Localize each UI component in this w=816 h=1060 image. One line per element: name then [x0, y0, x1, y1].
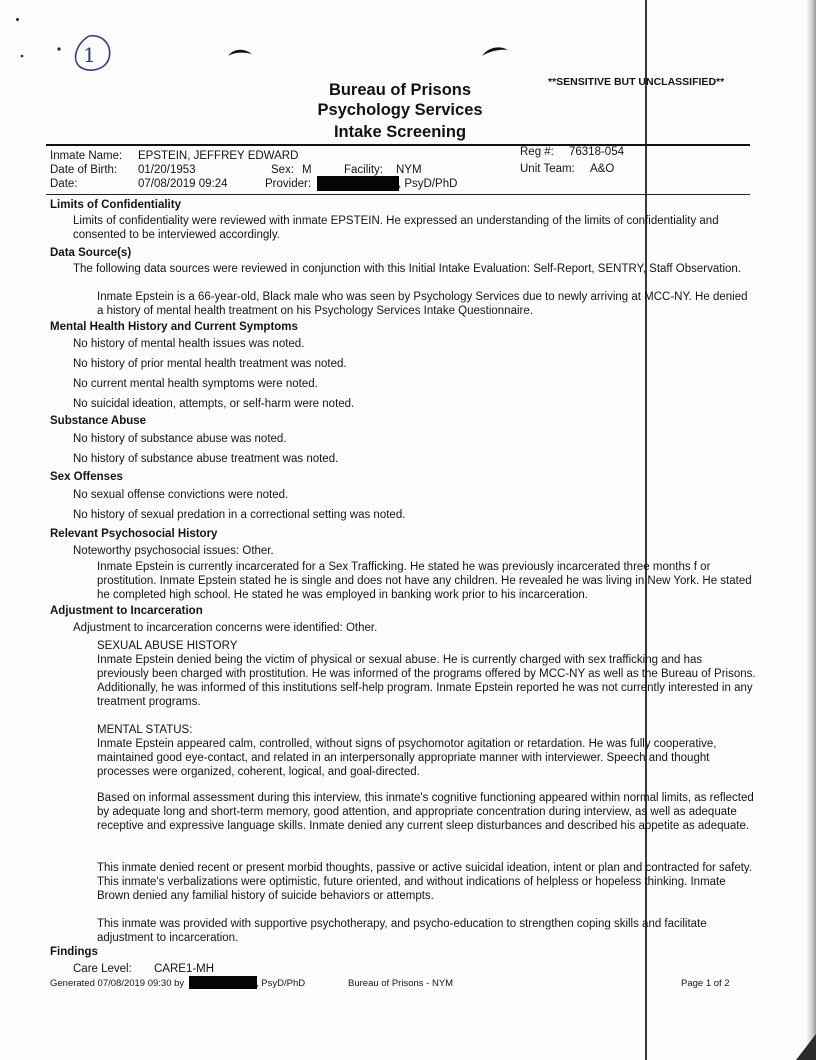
- cognitive-text: Based on informal assessment during this interview, this inmate's cognitive functioning appeared within normal limits, as reflected by adequate long and short-term memory, good attention, and appropriate concentration during interview, as well as adequate receptive and expressive language skills. Inmate denied any current sleep disturbances and described his appetite as adequate.: [97, 792, 754, 832]
- mental-health-item: No history of mental health issues was noted.: [73, 338, 305, 350]
- title-bureau: Bureau of Prisons: [328, 81, 472, 99]
- psychosocial-intro: Noteworthy psychosocial issues: Other.: [73, 545, 274, 557]
- data-sources-text: The following data sources were reviewed in conjunction with this Initial Intake Evaluation: Self-Report, SENTRY, Staff Observation.: [73, 263, 741, 275]
- footer-facility: Bureau of Prisons - NYM: [348, 978, 454, 989]
- mental-health-item: No current mental health symptoms were noted.: [73, 378, 318, 390]
- footer-redaction: [189, 976, 257, 989]
- sex-offenses-item: No sexual offense convictions were noted.: [73, 489, 289, 501]
- dob-label: Date of Birth:: [50, 164, 118, 176]
- footer-generated: Generated 07/08/2019 09:30 by: [50, 978, 185, 989]
- mental-status-text: Inmate Epstein appeared calm, controlled, without signs of psychomotor agitation or retardation. He was fully cooperative, maintained good eye-contact, and related in an interpersonally appropriate manner with interviewer. Speech and thought processes were organized, coherent, logical, and goal-directed.: [97, 738, 717, 778]
- inmate-name-label: Inmate Name:: [50, 150, 123, 162]
- dob-value: 01/20/1953: [138, 164, 196, 176]
- care-level-value: CARE1-MH: [154, 963, 215, 975]
- sex-value: M: [302, 164, 312, 176]
- punch-smudge-right: [480, 44, 510, 60]
- date-label: Date:: [50, 178, 78, 190]
- pen-dot-marks: [6, 44, 66, 60]
- sex-offenses-item: No history of sexual predation in a correctional setting was noted.: [73, 509, 406, 521]
- substance-heading: Substance Abuse: [50, 415, 147, 427]
- psychosocial-heading: Relevant Psychosocial History: [50, 528, 218, 540]
- data-sources-heading: Data Source(s): [50, 247, 132, 259]
- substance-item: No history of substance abuse was noted.: [73, 433, 287, 445]
- confidentiality-heading: Limits of Confidentiality: [50, 199, 181, 211]
- classification-label: **SENSITIVE BUT UNCLASSIFIED**: [548, 76, 725, 88]
- unit-team-value: A&O: [590, 163, 615, 175]
- confidentiality-text: Limits of confidentiality were reviewed with inmate EPSTEIN. He expressed an understanding of the limits of confidentiality and consented to be interviewed accordingly.: [73, 215, 719, 241]
- mental-health-item: No history of prior mental health treatment was noted.: [73, 358, 347, 370]
- adjustment-intro: Adjustment to incarceration concerns were identified: Other.: [73, 622, 378, 634]
- facility-label: Facility:: [344, 164, 383, 176]
- care-level-label: Care Level:: [73, 963, 132, 975]
- scan-speck: [16, 18, 19, 21]
- facility-value: NYM: [396, 164, 422, 176]
- reg-label: Reg #:: [520, 146, 554, 158]
- page-curl-corner: [796, 1034, 816, 1060]
- title-intake: Intake Screening: [333, 123, 467, 141]
- sex-offenses-heading: Sex Offenses: [50, 471, 123, 483]
- mental-health-heading: Mental Health History and Current Symptoms: [50, 321, 298, 333]
- sexual-abuse-text: Inmate Epstein denied being the victim of physical or sexual abuse. He is currently charged with sex trafficking and has previously been charged with prostitution. He was informed of the programs offered by MCC-NY as well as the Bureau of Prisons. Additionally, he was informed of this institutions self-help program. Inmate Epstein reported he was not currently interested in any treatment programs.: [97, 654, 756, 708]
- circled-number-mark: [58, 28, 118, 76]
- mental-status-title: MENTAL STATUS:: [97, 724, 193, 736]
- reg-value: 76318-054: [569, 146, 624, 158]
- inmate-name-value: EPSTEIN, JEFFREY EDWARD: [138, 150, 299, 162]
- findings-heading: Findings: [50, 946, 98, 958]
- therapy-text: This inmate was provided with supportive psychotherapy, and psycho-education to strengthen coping skills and facilitate adjustment to incarceration.: [97, 918, 707, 944]
- title-psychology: Psychology Services: [317, 101, 483, 119]
- suicide-risk-text: This inmate denied recent or present morbid thoughts, passive or active suicidal ideation, intent or plan and contracted for safety. This inmate's verbalizations were optimistic, future oriented, and without indications of helpless or hopeless thinking. Inmate Brown denied any familial history of suicide behaviors or attempts.: [97, 862, 753, 902]
- mental-health-item: No suicidal ideation, attempts, or self-harm were noted.: [73, 398, 355, 410]
- provider-suffix: , PsyD/PhD: [398, 178, 458, 190]
- provider-label: Provider:: [265, 178, 312, 190]
- provider-redaction: [317, 176, 399, 191]
- adjustment-heading: Adjustment to Incarceration: [50, 605, 203, 617]
- footer-generated-suffix: , PsyD/PhD: [256, 978, 306, 989]
- substance-item: No history of substance abuse treatment was noted.: [73, 453, 339, 465]
- unit-team-label: Unit Team:: [520, 163, 575, 175]
- header-rule-bottom: [46, 194, 750, 195]
- psychosocial-text: Inmate Epstein is currently incarcerated for a Sex Trafficking. He stated he was previously incarcerated three months f or prostitution. Inmate Epstein stated he is single and does not have any children. He revealed he was living in New York. He stated he completed high school. He stated he was employed in banking work prior to his incarceration.: [97, 561, 752, 601]
- date-value: 07/08/2019 09:24: [138, 178, 228, 190]
- punch-smudge-left: [226, 46, 254, 60]
- scan-edge-shadow: [806, 0, 816, 1060]
- data-sources-detail: Inmate Epstein is a 66-year-old, Black male who was seen by Psychology Services due to newly arriving at MCC-NY. He denied a history of mental health treatment on his Psychology Services Intake Questionnaire.: [97, 291, 748, 317]
- header-rule-top: [46, 144, 750, 146]
- sex-label: Sex:: [271, 164, 295, 176]
- circled-number-text: 1: [83, 43, 96, 67]
- sexual-abuse-title: SEXUAL ABUSE HISTORY: [97, 640, 238, 652]
- footer-page-number: Page 1 of 2: [681, 978, 730, 989]
